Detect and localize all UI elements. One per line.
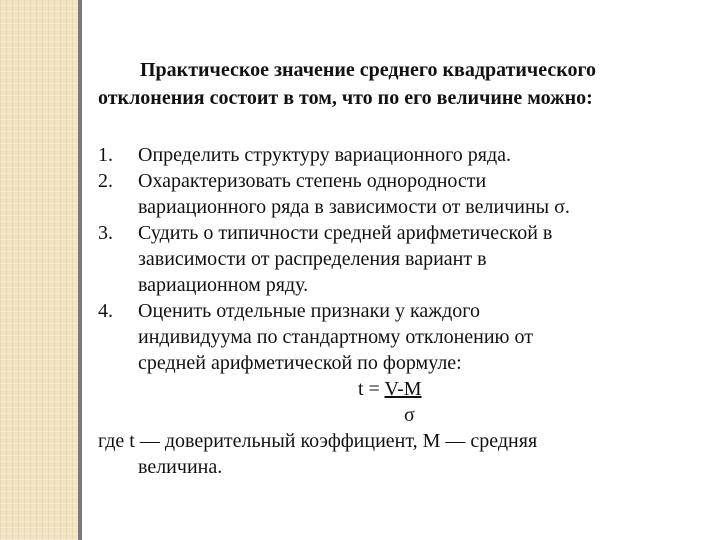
list-item (98, 298, 706, 376)
list-item-line: вариационном ряду. (138, 274, 309, 296)
formula-numerator-line (358, 376, 422, 402)
list-item (98, 168, 706, 220)
list-item-line: средней арифметической по формуле: (138, 352, 462, 374)
list-item-number: 1. (98, 144, 113, 166)
list-item-line: индивидуума по стандартному отклонению от (138, 326, 533, 348)
heading-line-2: отклонения состоит в том, что по его величине можно: (98, 87, 593, 109)
list-item-number: 4. (98, 300, 113, 322)
list-item (98, 220, 706, 298)
list-item-text (138, 142, 706, 168)
note-line-1: где t — доверительный коэффициент, М — средняя (98, 430, 538, 452)
numbered-list (98, 142, 706, 480)
list-item (98, 142, 706, 168)
list-item-text (138, 298, 706, 376)
list-item-line: Определить структуру вариационного ряда. (138, 144, 512, 166)
decorative-sidebar (0, 0, 78, 540)
formula-lhs: t = (358, 378, 385, 400)
list-item-line: Судить о типичности средней арифметической в (138, 222, 553, 244)
list-item-text (138, 168, 706, 220)
slide-heading (98, 56, 706, 112)
list-item-line: Охарактеризовать степень однородности (138, 170, 487, 192)
list-item-text (138, 220, 706, 298)
list-item-number: 3. (98, 222, 113, 244)
list-item-number: 2. (98, 170, 113, 192)
formula-note (98, 428, 706, 480)
note-line-2: величина. (138, 456, 223, 478)
list-item-line: Оценить отдельные признаки у каждого (138, 300, 480, 322)
list-item-line: зависимости от распределения вариант в (138, 248, 487, 270)
sidebar-divider (78, 0, 82, 540)
list-item-line: вариационного ряда в зависимости от величины σ. (138, 196, 570, 218)
t-formula (98, 376, 706, 428)
formula-numerator: V-M (384, 378, 422, 400)
heading-line-1: Практическое значение среднего квадратического (140, 59, 597, 81)
formula-denominator: σ (404, 404, 415, 426)
